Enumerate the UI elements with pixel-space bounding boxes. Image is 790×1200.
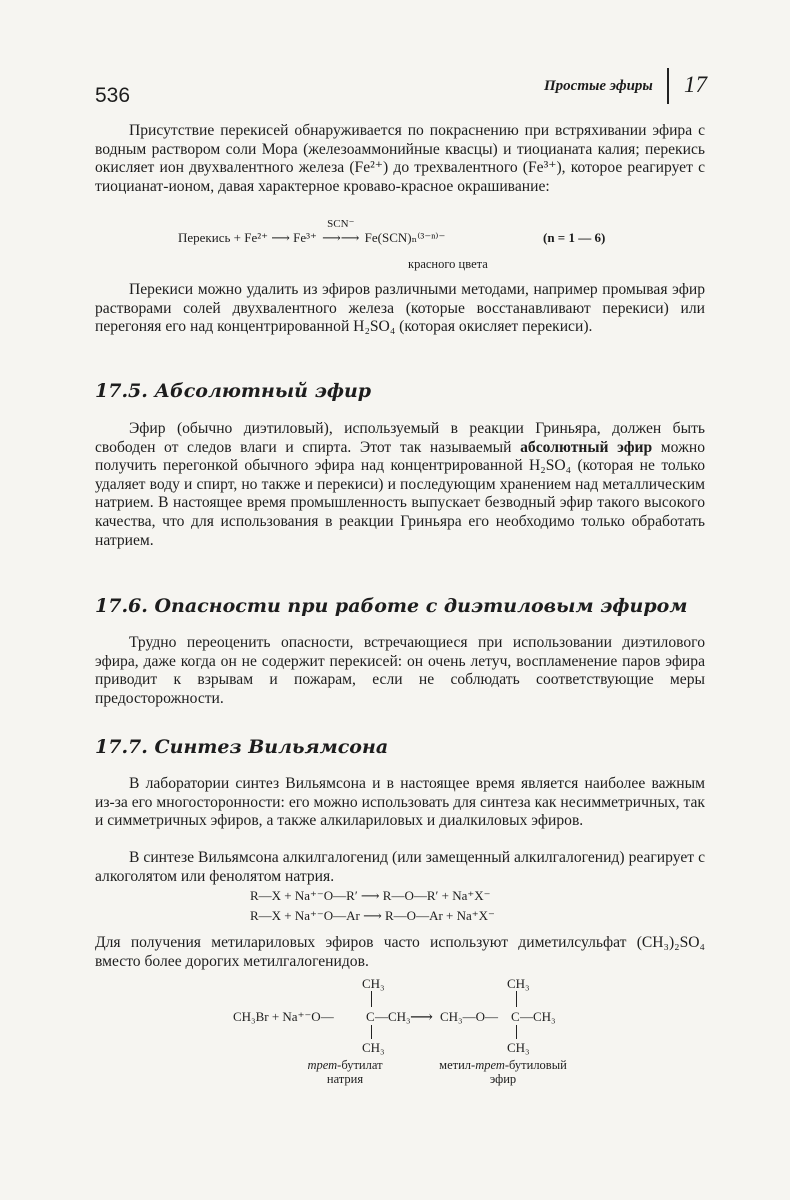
- bond-line: [371, 991, 372, 1007]
- product-left: CH₃—O—: [440, 1009, 498, 1024]
- label-text: -бутиловый: [504, 1058, 567, 1072]
- methyl-bottom-2: CH₃: [507, 1040, 530, 1055]
- bond-line: [516, 991, 517, 1007]
- text-part: Эфир (обычно диэтиловый), используемый в реакции Гриньяра, должен быть свободен от следов влаги и спирта. Этот так называемый: [95, 420, 705, 456]
- methyl-right-2: —CH₃: [520, 1009, 556, 1024]
- equation-product: Fe(SCN)ₙ⁽³⁻ⁿ⁾⁻: [364, 230, 446, 245]
- label-text: эфир: [489, 1072, 517, 1086]
- reagent-label: SCN⁻: [327, 218, 355, 230]
- section-heading-17-5: 17.5. Абсолютный эфир: [95, 380, 372, 402]
- methyl-top-2: CH₃: [507, 976, 530, 991]
- label-text: -бутилат: [337, 1058, 383, 1072]
- page-number: 536: [95, 84, 131, 107]
- methyl-right-1: —CH₃: [375, 1009, 411, 1024]
- methyl-bottom-1: CH₃: [362, 1040, 385, 1055]
- reaction-arrow: ⟶: [410, 1009, 433, 1026]
- label-text: метил-: [439, 1058, 476, 1072]
- product-caption: красного цвета: [408, 257, 488, 271]
- methyl-top-1: CH₃: [362, 976, 385, 991]
- label-italic: трет: [307, 1058, 338, 1072]
- intro-paragraph-2: Перекиси можно удалить из эфиров различными методами, например промывая эфир растворами солей двухвалентного железа (которые восстанавливают перекиси) или перегоняя его над концентрированной H₂SO₄ (которая окисляет перекиси).: [95, 281, 705, 336]
- label-italic: трет: [475, 1058, 505, 1072]
- central-carbon-1: C: [366, 1009, 375, 1024]
- bond-line: [371, 1025, 372, 1039]
- text-part: можно получить перегонкой обычного эфира над концентрированной H₂SO₄ (которая не только удаляет воду и спирт, но также и перекиси) и последующим хранением над металлическим натрием. В настоящее время промышленность выпускает безводный эфир такого высокого качества, что для использования в реакции Гриньяра его необходимо только обработать натрием.: [95, 438, 705, 549]
- label-methyl-tert-butyl-ether: [428, 1058, 578, 1086]
- bond-line: [516, 1025, 517, 1039]
- section-17-6-paragraph: Трудно переоценить опасности, встречающиеся при использовании диэтилового эфира, даже когда он не содержит перекисей: он очень летуч, воспламенение паров эфира приводит к взрывам и пожарам, если не соблюдать соответствующие меры предосторожности.: [95, 634, 705, 707]
- section-17-7-paragraph-3: Для получения метилариловых эфиров часто используют диметилсульфат (CH₃)₂SO₄ вместо более дорогих метилгалогенидов.: [95, 934, 705, 970]
- reagent-arrow: SCN⁻ ⟶⟶: [322, 218, 360, 245]
- substrate-left: CH₃Br + Na⁺⁻O—: [233, 1009, 334, 1024]
- chapter-number: 17: [684, 72, 707, 97]
- section-heading-17-6: 17.6. Опасности при работе с диэтиловым эфиром: [95, 595, 688, 617]
- central-carbon-2: C: [511, 1009, 520, 1024]
- equation-left: Перекись + Fe²⁺ ⟶ Fe³⁺: [178, 230, 317, 245]
- williamson-equation-2: R—X + Na⁺⁻O—Ar ⟶ R—O—Ar + Na⁺X⁻: [250, 908, 495, 923]
- intro-paragraph-1: Присутствие перекисей обнаруживается по покраснению при встряхивании эфира с водным раствором соли Мора (железоаммонийные квасцы) и тиоцианата калия; перекись окисляет ион двухвалентного железа (Fe²⁺) до трехвалентного (Fe³⁺), которое реагирует с тиоцианат-ионом, давая характерное кроваво-красное окрашивание:: [95, 122, 705, 195]
- label-sodium-tert-butoxide: [300, 1058, 390, 1086]
- williamson-equation-1: R—X + Na⁺⁻O—R′ ⟶ R—O—R′ + Na⁺X⁻: [250, 888, 491, 903]
- equation-condition: (n = 1 — 6): [543, 230, 606, 245]
- section-heading-17-7: 17.7. Синтез Вильямсона: [95, 736, 389, 758]
- label-text: натрия: [326, 1072, 364, 1086]
- running-title: Простые эфиры: [544, 78, 653, 94]
- section-17-7-paragraph-2: В синтезе Вильямсона алкилгалогенид (или замещенный алкилгалогенид) реагирует с алкоголятом или фенолятом натрия.: [95, 849, 705, 885]
- term-absolute-ether: абсолютный эфир: [520, 438, 653, 456]
- section-17-7-paragraph-1: В лаборатории синтез Вильямсона и в настоящее время является наиболее важным из-за его многосторонности: его можно использовать для синтеза как несимметричных, так и симметричных эфиров, а также алкилариловых и диалкиловых эфиров.: [95, 775, 705, 830]
